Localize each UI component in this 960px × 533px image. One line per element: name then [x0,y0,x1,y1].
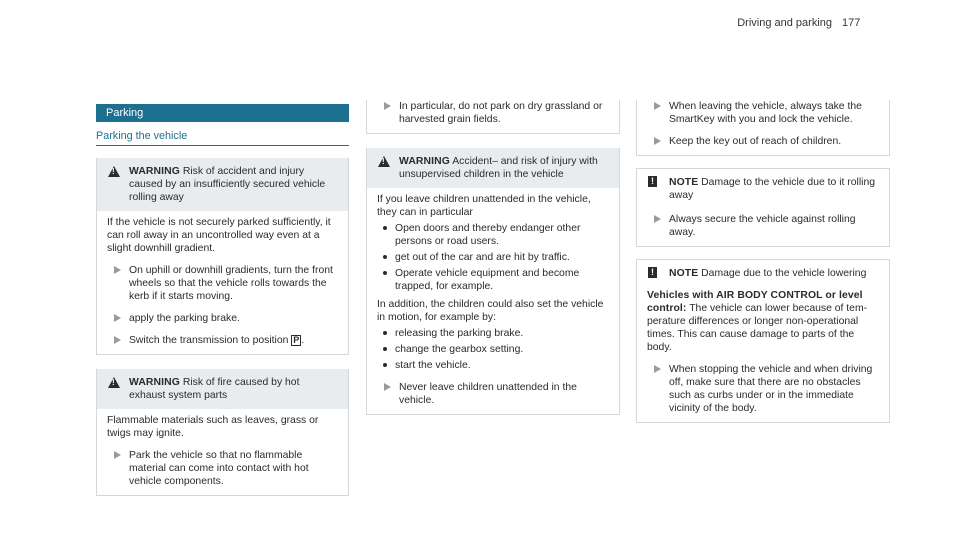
warning-header [367,148,619,188]
step-item: In particular, do not park on dry grassland or harvested grain fields. [377,100,609,126]
warning-keyword: WARNING [399,156,450,167]
warning-triangle-icon [108,377,120,388]
warning-body [367,188,619,414]
warning-box-rolling [96,158,349,355]
note-keyword: NOTE [669,177,699,188]
warning-heading: Risk of fire caused by hot exhaust system parts [129,377,300,401]
warning-text: If the vehicle is not securely parked sufficiently, it can roll away in an uncontrolled way even at a slight downhill gradient. [107,217,331,254]
warning-triangle-icon [108,166,120,177]
step-item: On uphill or downhill gradients, turn the front wheels so that the vehicle rolls towards the kerb if it starts moving. [107,264,338,303]
warning-header [97,158,348,211]
warning-text: Flammable materials such as leaves, grass or twigs may ignite. [107,415,319,439]
step-item: Park the vehicle so that no flammable material can come into contact with hot vehicle components. [107,449,338,488]
park-position-symbol: P [293,335,300,345]
warning-keyword: WARNING [129,166,180,177]
note-text: Vehicles with AIR BODY CONTROL or level control: The vehicle can lower because of temperature differences or longer non-operational times. This can cause damage to parts of the body. [647,290,868,353]
step-item: Never leave children unattended in the vehicle. [377,381,609,407]
step-item: Switch the transmission to position P . [107,334,338,347]
column-3 [636,96,890,423]
list-item: get out of the car and are hit by traffic. [377,251,609,264]
note-header [637,169,889,209]
note-box-lowering [636,259,890,423]
warning-triangle-icon [378,156,390,167]
warning-box-children-cont2 [636,100,890,156]
warning-text: If you leave children unattended in the vehicle, they can in particular [377,194,591,218]
warning-header [97,369,348,409]
exclamation-icon: ! [648,267,657,278]
warning-text: In addition, the children could also set the vehicle in motion, for example by: [377,299,604,323]
step-item: Always secure the vehicle against rolling away. [647,213,879,239]
running-header [642,17,832,30]
exclamation-icon: ! [648,176,657,187]
list-item: start the vehicle. [377,359,609,372]
section-title: Parking [96,104,349,122]
column-2 [366,96,620,415]
warning-box-children [366,148,620,415]
list-item: releasing the parking brake. [377,327,609,340]
step-item: When leaving the vehicle, always take the SmartKey with you and lock the vehicle. [647,100,879,126]
step-item: apply the parking brake. [107,312,338,325]
note-box-rolling [636,168,890,247]
column-1 [96,104,349,496]
warning-keyword: WARNING [129,377,180,388]
warning-heading: Risk of accident and injury caused by an insufficiently secured vehicle rolling away [129,166,326,203]
step-item: When stopping the vehicle and when driving off, make sure that there are no obstacles such as curbs under or in the immediate vicinity of the body. [647,363,879,415]
warning-heading: Accident– and risk of injury with unsupervised children in the vehicle [399,156,598,180]
list-item: change the gearbox setting. [377,343,609,356]
running-header-section: Driving and parking [737,17,832,29]
note-keyword: NOTE [669,268,699,279]
warning-box-children-cont [366,100,620,134]
note-heading: Damage to the vehicle due to it rolling away [669,177,876,201]
warning-box-fire [96,369,349,496]
note-bold-lead: Vehicles with AIR BODY CONTROL or level control: [647,290,863,314]
subsection-title: Parking the vehicle [96,130,349,146]
note-heading: Damage due to the vehicle lowering [701,268,867,279]
page-number: 177 [842,17,861,29]
note-body [637,287,889,422]
list-item: Open doors and thereby endanger other persons or road users. [377,222,609,248]
step-item: Keep the key out of reach of children. [647,135,879,148]
list-item: Operate vehicle equipment and become trapped, for example. [377,267,609,293]
note-header [637,260,889,287]
note-body [637,213,889,246]
warning-body [97,409,348,495]
warning-body [97,211,348,354]
